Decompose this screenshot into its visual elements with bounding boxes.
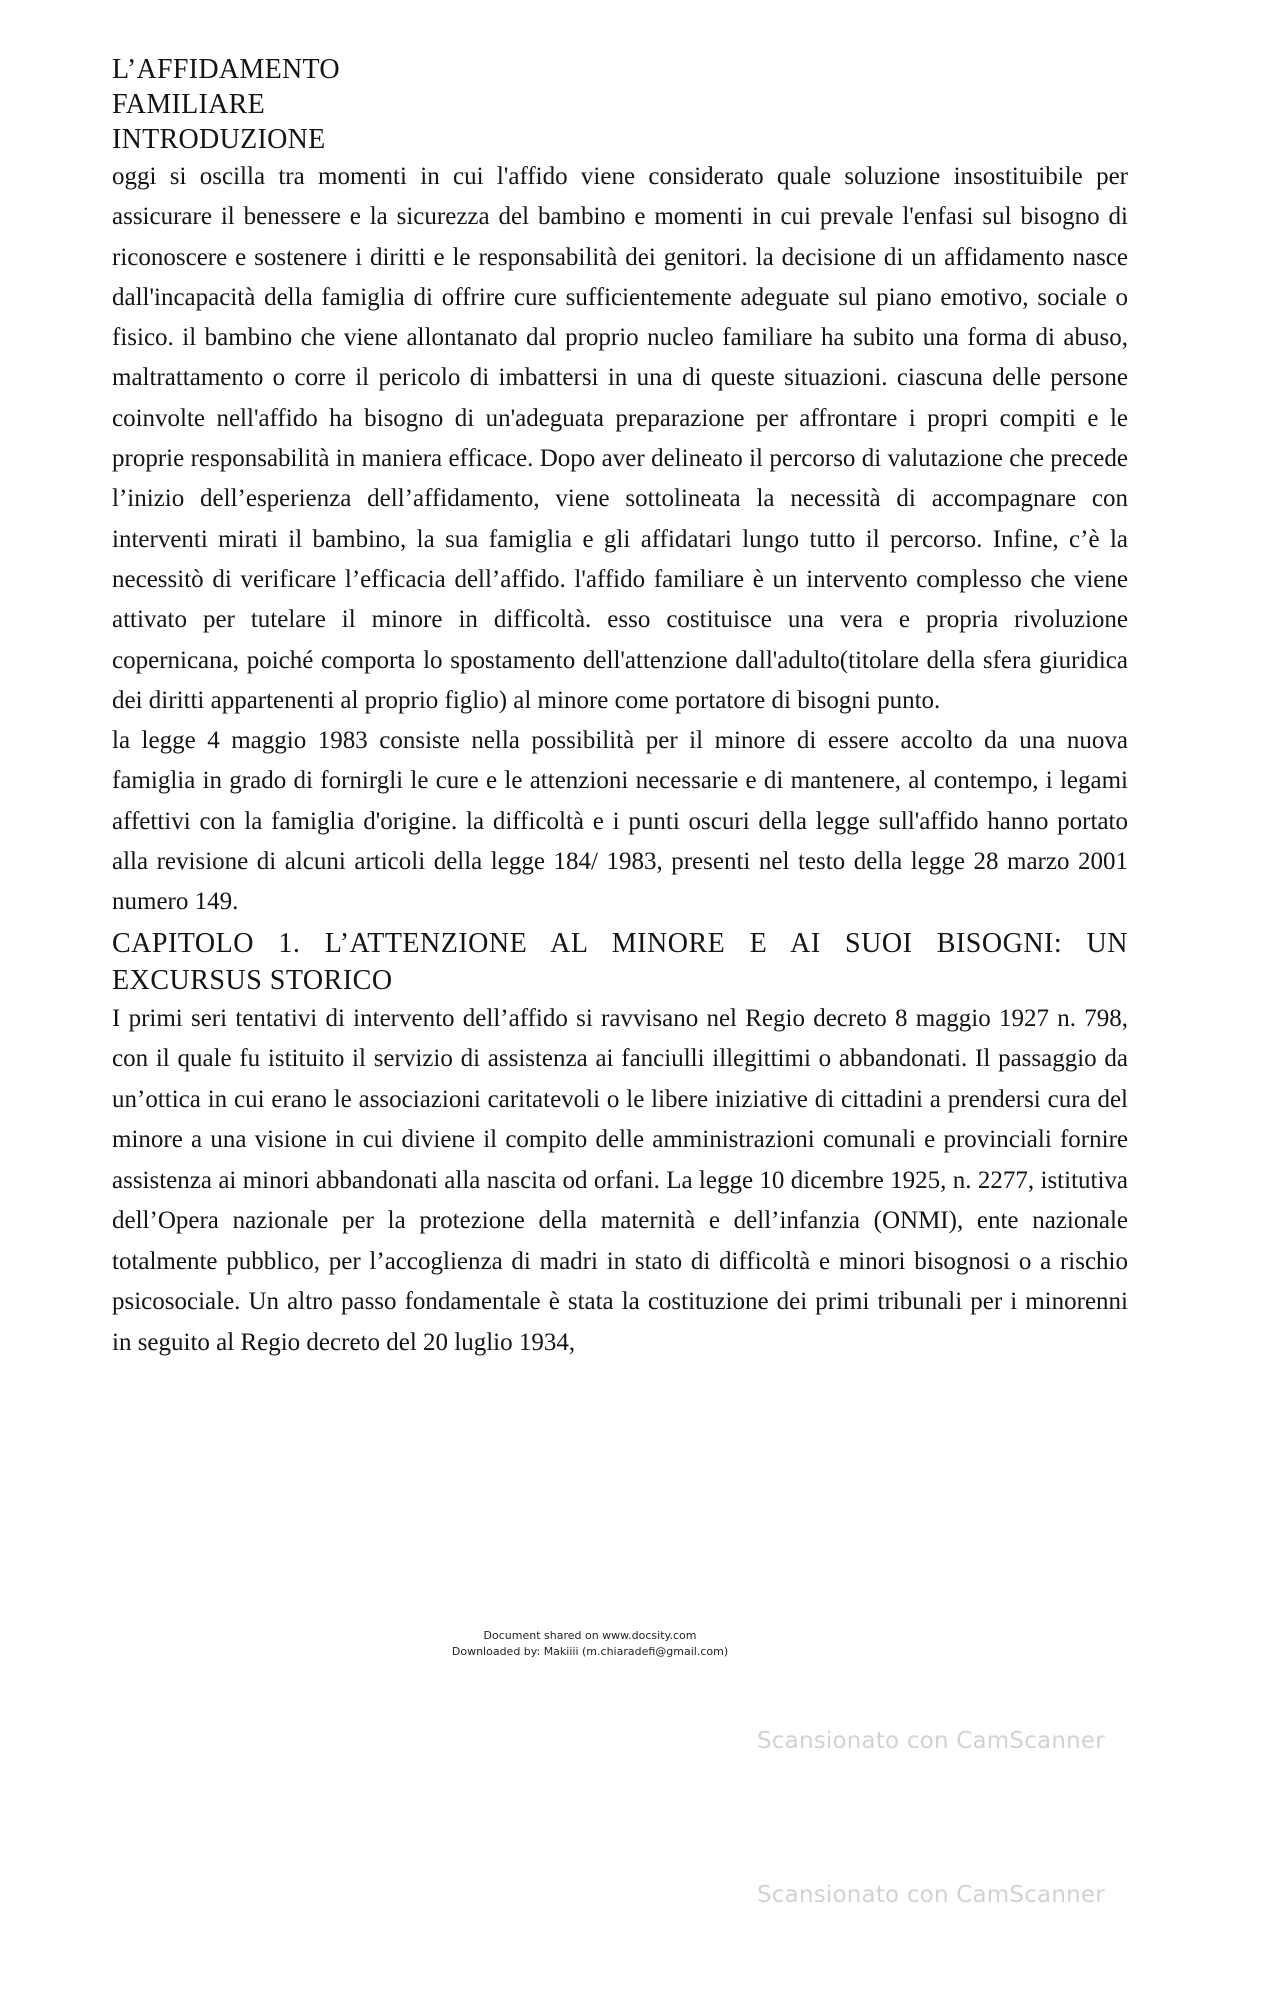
footer-shared-line: Document shared on www.docsity.com xyxy=(483,1629,697,1642)
document-title-line-2: FAMILIARE xyxy=(112,89,266,120)
chapter-paragraph: I primi seri tentativi di intervento dell’affido si ravvisano nel Regio decreto 8 maggio 1927 n. 798, con il quale fu istituito il servizio di assistenza ai fanciulli illegittimi o abbandonati. Il passaggio da un’ottica in cui erano le associazioni caritatevoli o le libere iniziative di cittadini a prendersi cura del minore a una visione in cui diviene il compito delle amministrazioni comunali e provinciali fornire assistenza ai minori abbandonati alla nascita od orfani. La legge 10 dicembre 1925, n. 2277, istitutiva dell’Opera nazionale per la protezione della maternità e dell’infanzia (ONMI), ente nazionale totalmente pubblico, per l’accoglienza di madri in stato di difficoltà e minori bisognosi o a rischio psicosociale. Un altro passo fondamentale è stata la costituzione dei primi tribunali per i minorenni in seguito al Regio decreto del 20 luglio 1934, xyxy=(112,1004,1128,1356)
intro-paragraph: oggi si oscilla tra momenti in cui l'affido viene considerato quale soluzione insostituibile per assicurare il benessere e la sicurezza del bambino e momenti in cui prevale l'enfasi sul bisogno di riconoscere e sostenere i diritti e le responsabilità dei genitori. la decisione di un affidamento nasce dall'incapacità della famiglia di offrire cure sufficientemente adeguate sul piano emotivo, sociale o fisico. il bambino che viene allontanato dal proprio nucleo familiare ha subito una forma di abuso, maltrattamento o corre il pericolo di imbattersi in una di queste situazioni. ciascuna delle persone coinvolte nell'affido ha bisogno di un'adeguata preparazione per affrontare i propri compiti e le proprie responsabilità in maniera efficace. Dopo aver delineato il percorso di valutazione che precede l’inizio dell’esperienza dell’affidamento, viene sottolineata la necessità di accompagnare con interventi mirati il bambino, la sua famiglia e gli affidatari lungo tutto il percorso. Infine, c’è la necessitò di verificare l’efficacia dell’affido. l'affido familiare è un intervento complesso che viene attivato per tutelare il minore in difficoltà. esso costituisce una vera e propria rivoluzione copernicana, poiché comporta lo spostamento dell'attenzione dall'adulto(titolare della sfera giuridica dei diritti appartenenti al proprio figlio) al minore come portatore di bisogni punto. xyxy=(112,163,1128,714)
camscanner-watermark-1: Scansionato con CamScanner xyxy=(757,1728,1105,1754)
document-title-line-1: L’AFFIDAMENTO xyxy=(112,54,340,85)
docsity-footer xyxy=(0,1628,1280,1660)
section-heading-introduzione: INTRODUZIONE xyxy=(112,124,326,155)
camscanner-watermark-2: Scansionato con CamScanner xyxy=(757,1882,1105,1908)
document-body xyxy=(112,52,1128,1363)
chapter-heading: CAPITOLO 1. L’ATTENZIONE AL MINORE E AI SUOI BISOGNI: UN EXCURSUS STORICO xyxy=(112,927,1128,996)
footer-downloaded-line: Downloaded by: Makiiii (m.chiaradefi@gmail.com) xyxy=(451,1645,729,1658)
law-paragraph: la legge 4 maggio 1983 consiste nella possibilità per il minore di essere accolto da una nuova famiglia in grado di fornirgli le cure e le attenzioni necessarie e di mantenere, al contempo, i legami affettivi con la famiglia d'origine. la difficoltà e i punti oscuri della legge sull'affido hanno portato alla revisione di alcuni articoli della legge 184/ 1983, presenti nel testo della legge 28 marzo 2001 numero 149. xyxy=(112,727,1128,916)
